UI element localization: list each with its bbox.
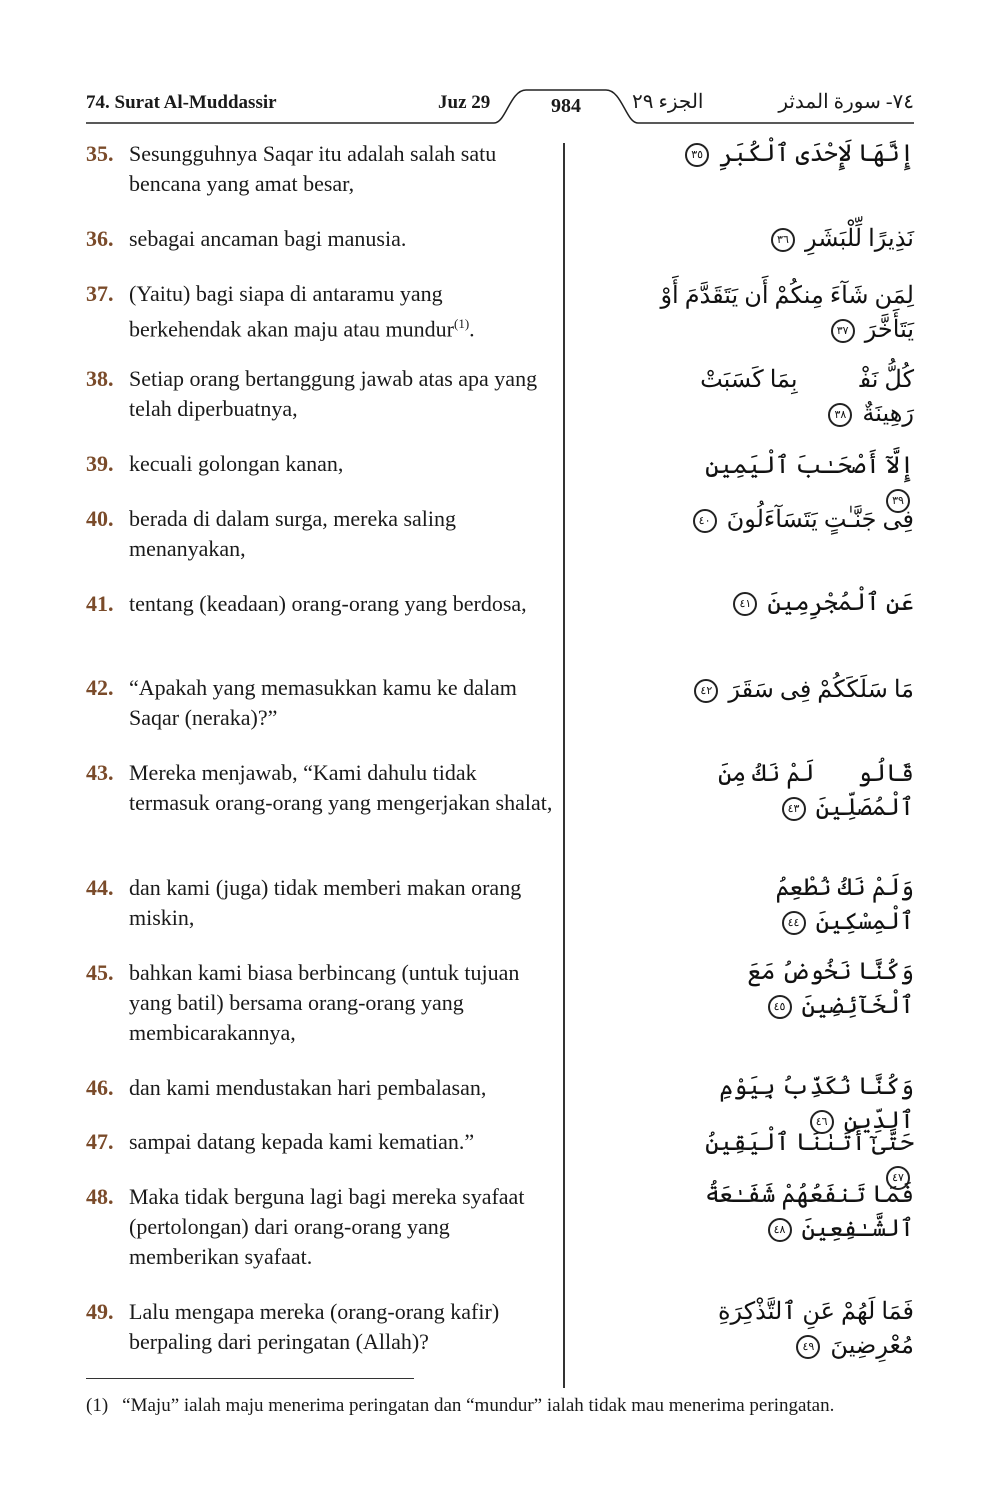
surah-title-latin: 74. Surat Al-Muddassir [86, 92, 277, 113]
verse-arabic [674, 1178, 914, 1246]
verse-translation-end: . [469, 316, 475, 342]
juz-label-latin: Juz 29 [438, 92, 491, 113]
ayah-end-marker-icon: ٤٤ [782, 911, 806, 935]
verse-translation: bahkan kami biasa berbincang (untuk tujuan yang batil) bersama orang-orang yang membicarakannya, [129, 960, 520, 1045]
verse-number: 35. [86, 141, 114, 166]
verse-arabic-text: إِلَّآ أَصْحَـٰبَ ٱلْيَمِينِ [705, 453, 914, 479]
verse-arabic-text: وَلَمْ نَكُ نُطْعِمُ ٱلْمِسْكِينَ [775, 875, 914, 935]
verse-translation: kecuali golongan kanan, [129, 451, 344, 476]
verse-translation: sampai datang kepada kami kematian.” [129, 1129, 475, 1154]
verse-arabic [674, 871, 914, 939]
verse-number: 43. [86, 760, 114, 785]
footnote-text: “Maju” ialah maju menerima peringatan dan “mundur” ialah tidak mau menerima peringatan. [122, 1395, 835, 1416]
verse-arabic-text: لِمَن شَآءَ مِنكُمْ أَن يَتَقَدَّمَ أَوْ يَتَأَخَّرَ [660, 283, 914, 343]
verse-arabic [654, 279, 914, 347]
page-number: 984 [551, 95, 581, 117]
verse-number: 48. [86, 1184, 114, 1209]
verse-number: 42. [86, 675, 114, 700]
verse-number: 39. [86, 451, 114, 476]
verse-arabic-text: فَمَا تَنفَعُهُمْ شَفَـٰعَةُ ٱلشَّـٰفِعِينَ [705, 1182, 914, 1242]
ayah-end-marker-icon: ٣٧ [831, 319, 855, 343]
verse-number: 40. [86, 506, 114, 531]
verse-arabic [674, 363, 914, 431]
ayah-end-marker-icon: ٤٩ [796, 1335, 820, 1359]
footnote [86, 1393, 926, 1419]
juz-label-arabic: الجزء ٢٩ [632, 91, 704, 113]
verse-number: 44. [86, 875, 114, 900]
verse-arabic-text: نَذِيرًا لِّلْبَشَرِ [804, 226, 914, 252]
verse-arabic-text: إِنَّهَا لَإِحْدَى ٱلْكُبَرِ [719, 141, 914, 167]
verse-translation: “Apakah yang memasukkan kamu ke dalam Saqar (neraka)?” [129, 675, 517, 730]
verse-translation: dan kami (juga) tidak memberi makan orang miskin, [129, 875, 522, 930]
ayah-end-marker-icon: ٤٦ [810, 1110, 834, 1134]
verse-translation: berada di dalam surga, mereka saling menanyakan, [129, 506, 457, 561]
verse-arabic-text: كُلُّ نَفْسٍۭ بِمَا كَسَبَتْ رَهِينَةٌ [700, 367, 914, 427]
verse-number: 46. [86, 1075, 114, 1100]
ayah-end-marker-icon: ٤١ [733, 592, 757, 616]
verse-translation-text: (Yaitu) bagi siapa di antaramu yang berkehendak akan maju atau mundur [129, 281, 454, 342]
ayah-end-marker-icon: ٤٠ [693, 509, 717, 533]
verse-arabic [674, 222, 914, 256]
verse-translation: Sesungguhnya Saqar itu adalah salah satu bencana yang amat besar, [129, 141, 497, 196]
surah-title-arabic: ٧٤- سورة المدثر [778, 91, 914, 113]
verse-arabic [654, 1295, 914, 1363]
verse-number: 41. [86, 591, 114, 616]
verse-number: 36. [86, 226, 114, 251]
verse-translation: tentang (keadaan) orang-orang yang berdosa, [129, 591, 527, 616]
verse-arabic [674, 586, 914, 620]
verse-arabic-text: وَكُنَّا نُكَذِّبُ بِيَوْمِ ٱلدِّينِ [719, 1074, 914, 1134]
verse-translation [129, 279, 559, 344]
verse-arabic-text: فِى جَنَّـٰتٍ يَتَسَآءَلُونَ [726, 507, 914, 533]
verse-arabic-text: عَنِ ٱلْمُجْرِمِينَ [767, 590, 914, 616]
verse-arabic-text: فَمَا لَهُمْ عَنِ ٱلتَّذْكِرَةِ مُعْرِضِينَ [717, 1299, 914, 1359]
verse-arabic-text: قَالُوا۟ لَمْ نَكُ مِنَ ٱلْمُصَلِّينَ [718, 761, 914, 821]
ayah-end-marker-icon: ٣٦ [771, 228, 795, 252]
ayah-end-marker-icon: ٤٣ [782, 797, 806, 821]
verse-translation: Mereka menjawab, “Kami dahulu tidak termasuk orang-orang yang mengerjakan shalat, [129, 760, 553, 815]
ayah-end-marker-icon: ٤٨ [768, 1218, 792, 1242]
verse-translation: Lalu mengapa mereka (orang-orang kafir) berpaling dari peringatan (Allah)? [129, 1299, 500, 1354]
column-divider [563, 143, 565, 1388]
verse-arabic [674, 503, 914, 537]
verse-arabic-text: وَكُنَّا نَخُوضُ مَعَ ٱلْخَآئِضِينَ [747, 959, 914, 1019]
verse-arabic [674, 673, 914, 707]
verse-arabic [654, 955, 914, 1023]
verse-translation: dan kami mendustakan hari pembalasan, [129, 1075, 487, 1100]
verse-arabic-text: مَا سَلَكَكُمْ فِى سَقَرَ [728, 677, 914, 703]
ayah-end-marker-icon: ٣٥ [685, 143, 709, 167]
footnote-label: (1) [86, 1395, 109, 1416]
verse-number: 45. [86, 960, 114, 985]
ayah-end-marker-icon: ٤٢ [694, 679, 718, 703]
ayah-end-marker-icon: ٣٨ [828, 403, 852, 427]
verse-number: 49. [86, 1299, 114, 1324]
footnote-rule [86, 1378, 414, 1379]
verse-arabic-text: حَتَّىٰٓ أَتَىٰنَا ٱلْيَقِينُ [705, 1130, 914, 1156]
verse-arabic [674, 137, 914, 171]
verse-translation: Setiap orang bertanggung jawab atas apa yang telah diperbuatnya, [129, 366, 538, 421]
verse-translation: sebagai ancaman bagi manusia. [129, 226, 407, 251]
ayah-end-marker-icon: ٣٩ [886, 489, 910, 513]
page-header [86, 84, 914, 124]
verse-arabic [674, 757, 914, 825]
ayah-end-marker-icon: ٤٧ [886, 1166, 910, 1190]
verse-number: 37. [86, 281, 114, 306]
verse-number: 47. [86, 1129, 114, 1154]
ayah-end-marker-icon: ٤٥ [768, 995, 792, 1019]
verse-translation: Maka tidak berguna lagi bagi mereka syafaat (pertolongan) dari orang-orang yang memberikan syafaat. [129, 1184, 525, 1269]
footnote-reference: (1) [453, 316, 470, 331]
verse-number: 38. [86, 366, 114, 391]
